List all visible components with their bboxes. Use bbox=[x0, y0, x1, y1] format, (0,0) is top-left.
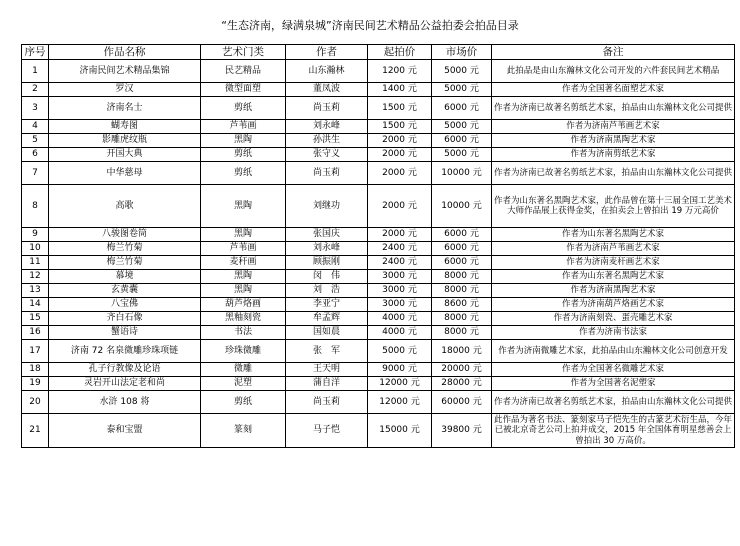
cell-author: 张守义 bbox=[286, 148, 368, 162]
cell-note: 作者为济南剪纸艺术家 bbox=[492, 148, 735, 162]
header-author: 作者 bbox=[286, 45, 368, 60]
cell-name: 梅兰竹菊 bbox=[49, 256, 201, 270]
cell-start-price: 4000 元 bbox=[368, 326, 432, 340]
cell-name: 中华慈母 bbox=[49, 162, 201, 185]
page-title: “生态济南，绿满泉城”济南民间艺术精品公益拍委会拍品目录 bbox=[221, 19, 519, 32]
cell-market-price: 60000 元 bbox=[432, 391, 492, 414]
cell-note: 作者为全国著名泥塑家 bbox=[492, 377, 735, 391]
cell-start-price: 1500 元 bbox=[368, 120, 432, 134]
cell-no: 16 bbox=[22, 326, 49, 340]
table-row bbox=[22, 363, 735, 377]
table-row bbox=[22, 298, 735, 312]
cell-category: 芦苇画 bbox=[201, 242, 286, 256]
cell-name: 蝴寿图 bbox=[49, 120, 201, 134]
table-row bbox=[22, 134, 735, 148]
cell-author: 张 军 bbox=[286, 340, 368, 363]
cell-name: 济南 72 名泉微雕珍珠项链 bbox=[49, 340, 201, 363]
cell-market-price: 39800 元 bbox=[432, 414, 492, 448]
cell-author: 董凤波 bbox=[286, 83, 368, 97]
cell-note: 作者为济南葫芦烙画艺术家 bbox=[492, 298, 735, 312]
cell-category: 剪纸 bbox=[201, 97, 286, 120]
cell-name: 罗汉 bbox=[49, 83, 201, 97]
cell-category: 微型面塑 bbox=[201, 83, 286, 97]
cell-note: 作者为济南黑陶艺术家 bbox=[492, 284, 735, 298]
cell-market-price: 18000 元 bbox=[432, 340, 492, 363]
table-row bbox=[22, 312, 735, 326]
cell-market-price: 8000 元 bbox=[432, 284, 492, 298]
cell-start-price: 1500 元 bbox=[368, 97, 432, 120]
table-row bbox=[22, 228, 735, 242]
cell-name: 玄黄囊 bbox=[49, 284, 201, 298]
cell-market-price: 6000 元 bbox=[432, 134, 492, 148]
table-row bbox=[22, 391, 735, 414]
cell-start-price: 2000 元 bbox=[368, 228, 432, 242]
cell-no: 18 bbox=[22, 363, 49, 377]
cell-start-price: 12000 元 bbox=[368, 391, 432, 414]
cell-start-price: 15000 元 bbox=[368, 414, 432, 448]
cell-no: 12 bbox=[22, 270, 49, 284]
cell-start-price: 2400 元 bbox=[368, 242, 432, 256]
cell-name: 济南名士 bbox=[49, 97, 201, 120]
cell-start-price: 3000 元 bbox=[368, 284, 432, 298]
cell-category: 篆刻 bbox=[201, 414, 286, 448]
table-row bbox=[22, 270, 735, 284]
cell-category: 剪纸 bbox=[201, 162, 286, 185]
cell-author: 顾振刚 bbox=[286, 256, 368, 270]
cell-note: 此拍品是由山东瀚林文化公司开发的六件套民间艺术精品 bbox=[492, 60, 735, 83]
cell-author: 张国庆 bbox=[286, 228, 368, 242]
table-row bbox=[22, 326, 735, 340]
cell-author: 尚玉莉 bbox=[286, 162, 368, 185]
cell-start-price: 3000 元 bbox=[368, 298, 432, 312]
cell-start-price: 2000 元 bbox=[368, 185, 432, 228]
cell-name: 灵岩开山法定老和尚 bbox=[49, 377, 201, 391]
cell-market-price: 5000 元 bbox=[432, 83, 492, 97]
cell-author: 山东瀚林 bbox=[286, 60, 368, 83]
table-row bbox=[22, 185, 735, 228]
cell-note: 作者为济南书法家 bbox=[492, 326, 735, 340]
cell-note: 作者为山东著名黑陶艺术家，此作品曾在第十三届全国工艺美术大师作品展上获得金奖，在拍卖会上曾拍出 19 万元高价 bbox=[492, 185, 735, 228]
cell-author: 刘继功 bbox=[286, 185, 368, 228]
cell-start-price: 1200 元 bbox=[368, 60, 432, 83]
table-row bbox=[22, 242, 735, 256]
cell-note: 作者为济南黑陶艺术家 bbox=[492, 134, 735, 148]
table-row bbox=[22, 340, 735, 363]
cell-author: 孙洪生 bbox=[286, 134, 368, 148]
cell-author: 李亚宁 bbox=[286, 298, 368, 312]
cell-no: 15 bbox=[22, 312, 49, 326]
cell-market-price: 20000 元 bbox=[432, 363, 492, 377]
cell-name: 孔子行教像及论语 bbox=[49, 363, 201, 377]
cell-no: 9 bbox=[22, 228, 49, 242]
cell-name: 梅兰竹菊 bbox=[49, 242, 201, 256]
header-market-price: 市场价 bbox=[432, 45, 492, 60]
cell-category: 黑陶 bbox=[201, 228, 286, 242]
cell-market-price: 28000 元 bbox=[432, 377, 492, 391]
cell-start-price: 2400 元 bbox=[368, 256, 432, 270]
cell-author: 国如晨 bbox=[286, 326, 368, 340]
cell-note: 作者为济南已故著名剪纸艺术家，拍品由山东瀚林文化公司提供 bbox=[492, 97, 735, 120]
cell-market-price: 10000 元 bbox=[432, 185, 492, 228]
cell-market-price: 5000 元 bbox=[432, 148, 492, 162]
cell-note: 此作品为著名书法、篆刻家马子恺先生的古篆艺术衍生品，今年已被北京奇艺公司上拍并成交，2015 年全国体育明星慈善会上曾拍出 30 万高价。 bbox=[492, 414, 735, 448]
table-row bbox=[22, 414, 735, 448]
cell-no: 3 bbox=[22, 97, 49, 120]
cell-no: 19 bbox=[22, 377, 49, 391]
cell-start-price: 12000 元 bbox=[368, 377, 432, 391]
cell-market-price: 6000 元 bbox=[432, 256, 492, 270]
cell-no: 10 bbox=[22, 242, 49, 256]
cell-no: 8 bbox=[22, 185, 49, 228]
cell-category: 剪纸 bbox=[201, 148, 286, 162]
cell-market-price: 6000 元 bbox=[432, 228, 492, 242]
cell-start-price: 9000 元 bbox=[368, 363, 432, 377]
cell-start-price: 2000 元 bbox=[368, 162, 432, 185]
cell-author: 尚玉莉 bbox=[286, 97, 368, 120]
cell-start-price: 1400 元 bbox=[368, 83, 432, 97]
cell-note: 作者为济南已故著名剪纸艺术家，拍品由山东瀚林文化公司提供 bbox=[492, 391, 735, 414]
table-row bbox=[22, 60, 735, 83]
cell-no: 14 bbox=[22, 298, 49, 312]
cell-market-price: 6000 元 bbox=[432, 242, 492, 256]
cell-market-price: 10000 元 bbox=[432, 162, 492, 185]
cell-no: 7 bbox=[22, 162, 49, 185]
cell-no: 4 bbox=[22, 120, 49, 134]
cell-category: 麦秆画 bbox=[201, 256, 286, 270]
cell-category: 黑陶 bbox=[201, 270, 286, 284]
cell-category: 珍珠微雕 bbox=[201, 340, 286, 363]
cell-market-price: 8000 元 bbox=[432, 312, 492, 326]
cell-category: 书法 bbox=[201, 326, 286, 340]
table-row bbox=[22, 97, 735, 120]
cell-no: 13 bbox=[22, 284, 49, 298]
cell-no: 1 bbox=[22, 60, 49, 83]
cell-name: 八骏图卷筒 bbox=[49, 228, 201, 242]
cell-category: 剪纸 bbox=[201, 391, 286, 414]
cell-no: 17 bbox=[22, 340, 49, 363]
cell-category: 葫芦烙画 bbox=[201, 298, 286, 312]
cell-name: 开国大典 bbox=[49, 148, 201, 162]
cell-category: 泥塑 bbox=[201, 377, 286, 391]
cell-note: 作者为全国著名微雕艺术家 bbox=[492, 363, 735, 377]
cell-market-price: 6000 元 bbox=[432, 97, 492, 120]
cell-name: 泰和宝盟 bbox=[49, 414, 201, 448]
cell-note: 作者为济南已故著名剪纸艺术家，拍品由山东瀚林文化公司提供 bbox=[492, 162, 735, 185]
cell-category: 微雕 bbox=[201, 363, 286, 377]
cell-name: 影雕虎纹瓶 bbox=[49, 134, 201, 148]
cell-market-price: 5000 元 bbox=[432, 60, 492, 83]
cell-start-price: 2000 元 bbox=[368, 148, 432, 162]
cell-name: 蟹语诗 bbox=[49, 326, 201, 340]
header-name: 作品名称 bbox=[49, 45, 201, 60]
cell-start-price: 4000 元 bbox=[368, 312, 432, 326]
cell-category: 黑陶 bbox=[201, 284, 286, 298]
cell-author: 尚玉莉 bbox=[286, 391, 368, 414]
cell-market-price: 5000 元 bbox=[432, 120, 492, 134]
cell-note: 作者为济南刻瓷、蛋壳雕艺术家 bbox=[492, 312, 735, 326]
cell-author: 蒲自洋 bbox=[286, 377, 368, 391]
cell-author: 刘永峰 bbox=[286, 242, 368, 256]
cell-note: 作者为济南麦秆画艺术家 bbox=[492, 256, 735, 270]
cell-author: 王天明 bbox=[286, 363, 368, 377]
cell-author: 刘 浩 bbox=[286, 284, 368, 298]
cell-category: 黑陶 bbox=[201, 134, 286, 148]
header-start-price: 起拍价 bbox=[368, 45, 432, 60]
cell-name: 济南民间艺术精品集锦 bbox=[49, 60, 201, 83]
cell-author: 马子恺 bbox=[286, 414, 368, 448]
header-category: 艺术门类 bbox=[201, 45, 286, 60]
cell-name: 慕境 bbox=[49, 270, 201, 284]
cell-start-price: 5000 元 bbox=[368, 340, 432, 363]
table-row bbox=[22, 256, 735, 270]
header-note: 备注 bbox=[492, 45, 735, 60]
cell-no: 2 bbox=[22, 83, 49, 97]
cell-start-price: 3000 元 bbox=[368, 270, 432, 284]
cell-category: 黑釉刻瓷 bbox=[201, 312, 286, 326]
cell-name: 齐白石像 bbox=[49, 312, 201, 326]
cell-author: 刘永峰 bbox=[286, 120, 368, 134]
cell-note: 作者为山东著名黑陶艺术家 bbox=[492, 228, 735, 242]
header-no: 序号 bbox=[22, 45, 49, 60]
table-row bbox=[22, 377, 735, 391]
cell-category: 黑陶 bbox=[201, 185, 286, 228]
cell-name: 八宝佛 bbox=[49, 298, 201, 312]
cell-note: 作者为济南芦苇画艺术家 bbox=[492, 120, 735, 134]
cell-note: 作者为济南芦苇画艺术家 bbox=[492, 242, 735, 256]
cell-note: 作者为山东著名黑陶艺术家 bbox=[492, 270, 735, 284]
cell-name: 高歌 bbox=[49, 185, 201, 228]
table-row bbox=[22, 83, 735, 97]
header-row bbox=[22, 45, 735, 60]
cell-name: 水浒 108 将 bbox=[49, 391, 201, 414]
cell-author: 闵 伟 bbox=[286, 270, 368, 284]
cell-category: 民艺精品 bbox=[201, 60, 286, 83]
auction-catalog-table bbox=[21, 44, 735, 448]
table-row bbox=[22, 284, 735, 298]
cell-market-price: 8000 元 bbox=[432, 270, 492, 284]
cell-no: 21 bbox=[22, 414, 49, 448]
cell-market-price: 8000 元 bbox=[432, 326, 492, 340]
cell-no: 5 bbox=[22, 134, 49, 148]
cell-no: 11 bbox=[22, 256, 49, 270]
table-row bbox=[22, 120, 735, 134]
cell-note: 作者为全国著名面塑艺术家 bbox=[492, 83, 735, 97]
table-row bbox=[22, 148, 735, 162]
table-row bbox=[22, 162, 735, 185]
cell-note: 作者为济南微雕艺术家，此拍品由山东瀚林文化公司创意开发 bbox=[492, 340, 735, 363]
cell-market-price: 8600 元 bbox=[432, 298, 492, 312]
cell-start-price: 2000 元 bbox=[368, 134, 432, 148]
cell-category: 芦苇画 bbox=[201, 120, 286, 134]
cell-author: 牟孟辉 bbox=[286, 312, 368, 326]
cell-no: 20 bbox=[22, 391, 49, 414]
cell-no: 6 bbox=[22, 148, 49, 162]
